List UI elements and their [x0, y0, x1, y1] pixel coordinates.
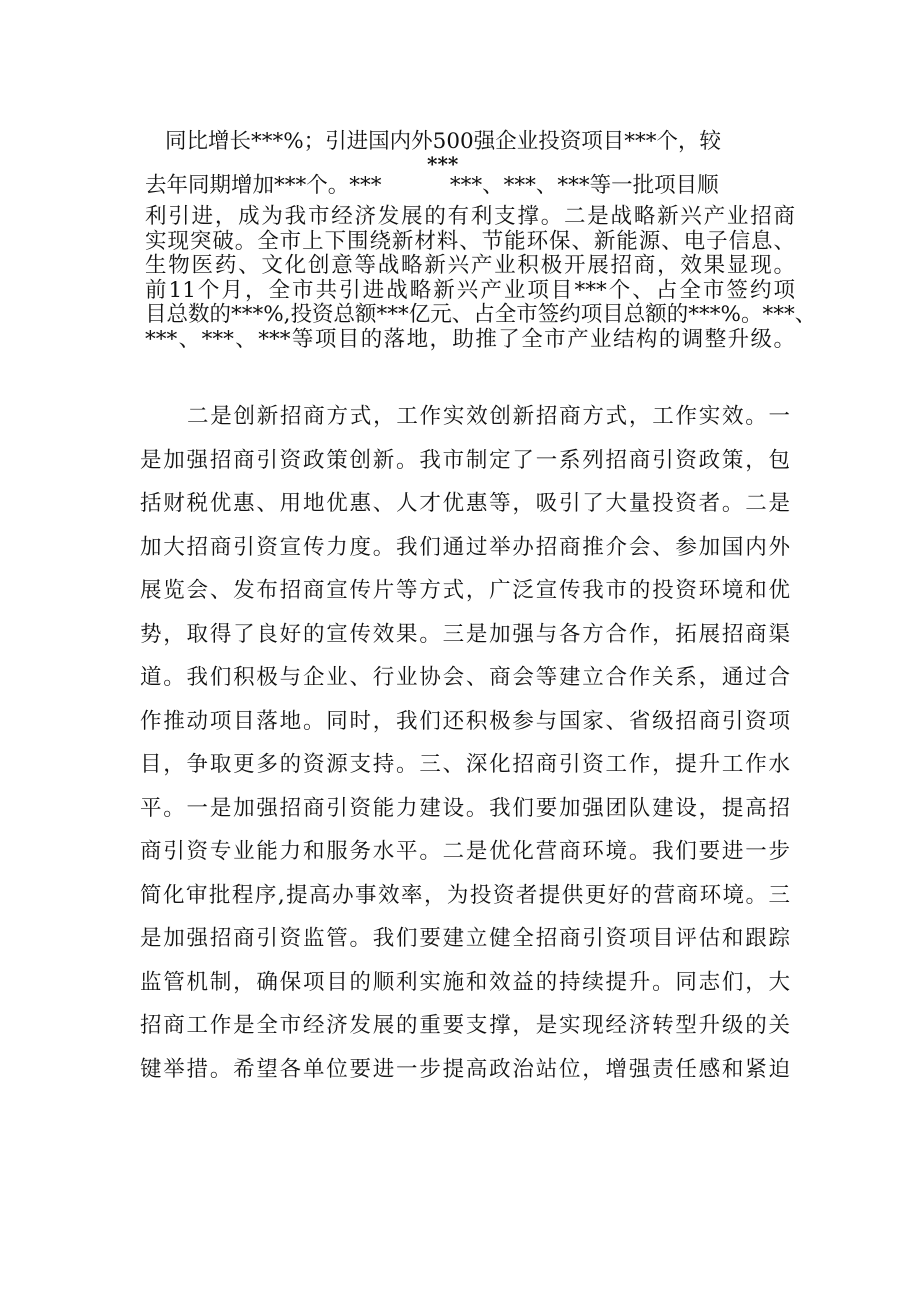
paragraph-one-line: 实现突破。全市上下围绕新材料、节能环保、新能源、电子信息、 — [145, 229, 795, 254]
stars-overlay: *** — [427, 152, 459, 176]
paragraph-two-line: 势，取得了良好的宣传效果。三是加强与各方合作，拓展招商渠 — [140, 622, 790, 647]
paragraph-two-line: 监管机制，确保项目的顺利实施和效益的持续提升。同志们，大 — [140, 970, 790, 995]
paragraph-one-line: 生物医药、文化创意等战略新兴产业积极开展招商，效果显现。 — [145, 253, 795, 278]
paragraph-two-line: 作推动项目落地。同时，我们还积极参与国家、省级招商引资项 — [140, 709, 790, 734]
paragraph-one-line: 目总数的***%,投资总额***亿元、占全市签约项目总额的***%。***、 — [145, 302, 817, 327]
paragraph-two-line: 是加强招商引资监管。我们要建立健全招商引资项目评估和跟踪 — [140, 926, 790, 951]
paragraph-one-line: 利引进，成为我市经济发展的有利支撑。二是战略新兴产业招商 — [145, 204, 795, 229]
paragraph-two-line: 道。我们积极与企业、行业协会、商会等建立合作关系，通过合 — [140, 665, 790, 690]
paragraph-two-line: 商引资专业能力和服务水平。二是优化营商环境。我们要进一步 — [140, 839, 790, 864]
paragraph-two-line: 展览会、发布招商宣传片等方式，广泛宣传我市的投资环境和优 — [140, 578, 790, 603]
paragraph-one-line: 同比增长***%；引进国内外500强企业投资项目***个，较 — [165, 129, 721, 154]
paragraph-two-line: 加大招商引资宣传力度。我们通过举办招商推介会、参加国内外 — [140, 535, 790, 560]
paragraph-one-line: 去年同期增加***个。*** ***、***、***等一批项目顺 — [145, 173, 719, 198]
paragraph-two-line: 括财税优惠、用地优惠、人才优惠等，吸引了大量投资者。二是 — [140, 491, 790, 516]
paragraph-two-line: 招商工作是全市经济发展的重要支撑，是实现经济转型升级的关 — [140, 1013, 790, 1038]
paragraph-two-line: 目，争取更多的资源支持。三、深化招商引资工作，提升工作水 — [140, 752, 790, 777]
paragraph-two-line: 平。一是加强招商引资能力建设。我们要加强团队建设，提高招 — [140, 796, 790, 821]
paragraph-two-line: 二是创新招商方式，工作实效创新招商方式，工作实效。一 — [187, 404, 790, 429]
paragraph-two-line: 键举措。希望各单位要进一步提高政治站位，增强责任感和紧迫 — [140, 1057, 790, 1082]
paragraph-one-line: 前11个月，全市共引进战略新兴产业项目***个、占全市签约项 — [145, 278, 795, 303]
paragraph-one-line: ***、***、***等项目的落地，助推了全市产业结构的调整升级。 — [145, 327, 795, 352]
paragraph-two-line: 简化审批程序,提高办事效率，为投资者提供更好的营商环境。三 — [140, 883, 790, 908]
paragraph-two-line: 是加强招商引资政策创新。我市制定了一系列招商引资政策，包 — [140, 448, 790, 473]
